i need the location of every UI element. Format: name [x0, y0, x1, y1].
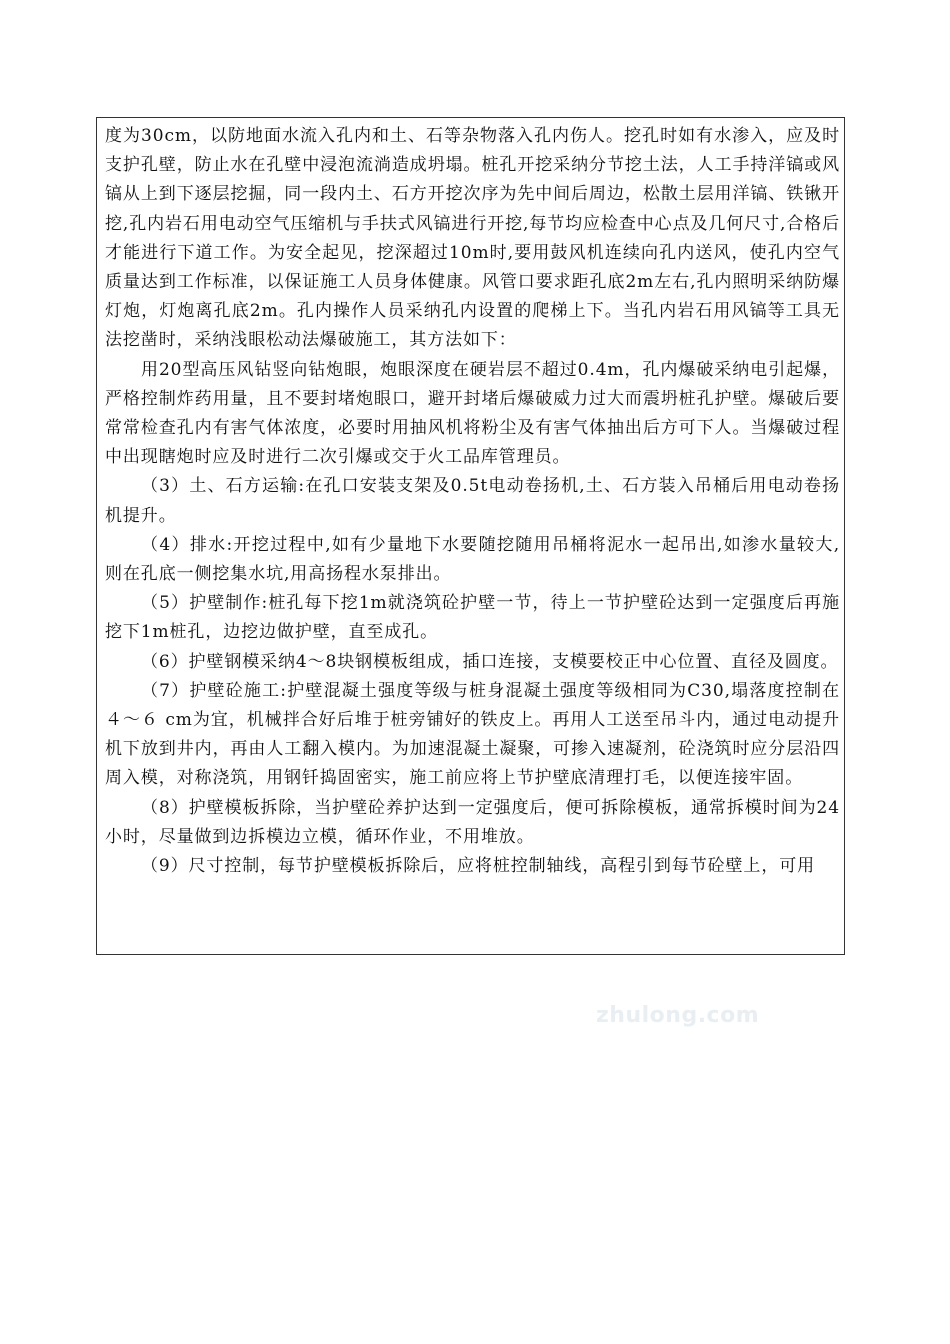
document-frame [96, 117, 845, 955]
watermark-logo: zhulong.com [596, 1003, 760, 1028]
paragraph-dimension-control: （9）尺寸控制，每节护壁模板拆除后，应将桩控制轴线，高程引到每节砼壁上，可用 [141, 856, 816, 877]
paragraph-steel-formwork: （6）护壁钢模采纳4～8块钢模板组成，插口连接，支模要校正中心位置、直径及圆度。 [141, 651, 839, 672]
paragraph-formwork-removal: （8）护壁模板拆除，当护壁砼养护达到一定强度后，便可拆除模板，通常拆模时间为24小时，尽量做到边拆模边立模，循环作业，不用堆放。 [105, 797, 840, 847]
paragraph-drainage: （4）排水:开挖过程中,如有少量地下水要随挖随用吊桶将泥水一起吊出,如渗水量较大,则在孔底一侧挖集水坑,用高扬程水泵排出。 [105, 534, 840, 585]
paragraph-pit-excavation: 度为30cm，以防地面水流入孔内和土、石等杂物落入孔内伤人。挖孔时如有水渗入，应及时支护孔壁，防止水在孔壁中浸泡流淌造成坍塌。桩孔开挖采纳分节挖土法，人工手持洋镐或风镐从上到下逐层挖掘，同一段内土、石方开挖次序为先中间后周边，松散土层用洋镐、铁锹开挖,孔内岩石用电动空气压缩机与手扶式风镐进行开挖,每节均应检查中心点及几何尺寸,合格后才能进行下道工作。为安全起见，挖深超过10m时,要用鼓风机连续向孔内送风，使孔内空气质量达到工作标准，以保证施工人员身体健康。风管口要求距孔底2m左右,孔内照明采纳防爆灯炮，灯炮离孔底2m。孔内操作人员采纳孔内设置的爬梯上下。当孔内岩石用风镐等工具无法挖凿时，采纳浅眼松动法爆破施工，其方法如下： [105, 126, 840, 351]
paragraph-wall-making: （5）护壁制作:桩孔每下挖1m就浇筑砼护壁一节，待上一节护壁砼达到一定强度后再施挖下1m桩孔，边挖边做护壁，直至成孔。 [105, 593, 840, 643]
paragraph-blasting-method: 用20型高压风钻竖向钻炮眼，炮眼深度在硬岩层不超过0.4m，孔内爆破采纳电引起爆，严格控制炸药用量，且不要封堵炮眼口，避开封堵后爆破威力过大而震坍桩孔护壁。爆破后要常常检查孔内有害气体浓度，必要时用抽风机将粉尘及有害气体抽出后方可下人。当爆破过程中出现瞎炮时应及时进行二次引爆或交于火工品库管理员。 [105, 359, 840, 468]
paragraph-concrete-placement: （7）护壁砼施工:护壁混凝土强度等级与桩身混凝土强度等级相同为C30,塌落度控制在４～６ cm为宜，机械拌合好后堆于桩旁铺好的铁皮上。再用人工送至吊斗内，通过电动提升机下放到井内，再由人工翻入模内。为加速混凝土凝聚，可掺入速凝剂，砼浇筑时应分层沿四周入模，对称浇筑，用钢钎捣固密实，施工前应将上节护壁底清理打毛，以便连接牢固。 [105, 680, 840, 789]
paragraph-earth-transport: （3）土、石方运输:在孔口安装支架及0.5t电动卷扬机,土、石方装入吊桶后用电动卷扬机提升。 [105, 476, 840, 526]
